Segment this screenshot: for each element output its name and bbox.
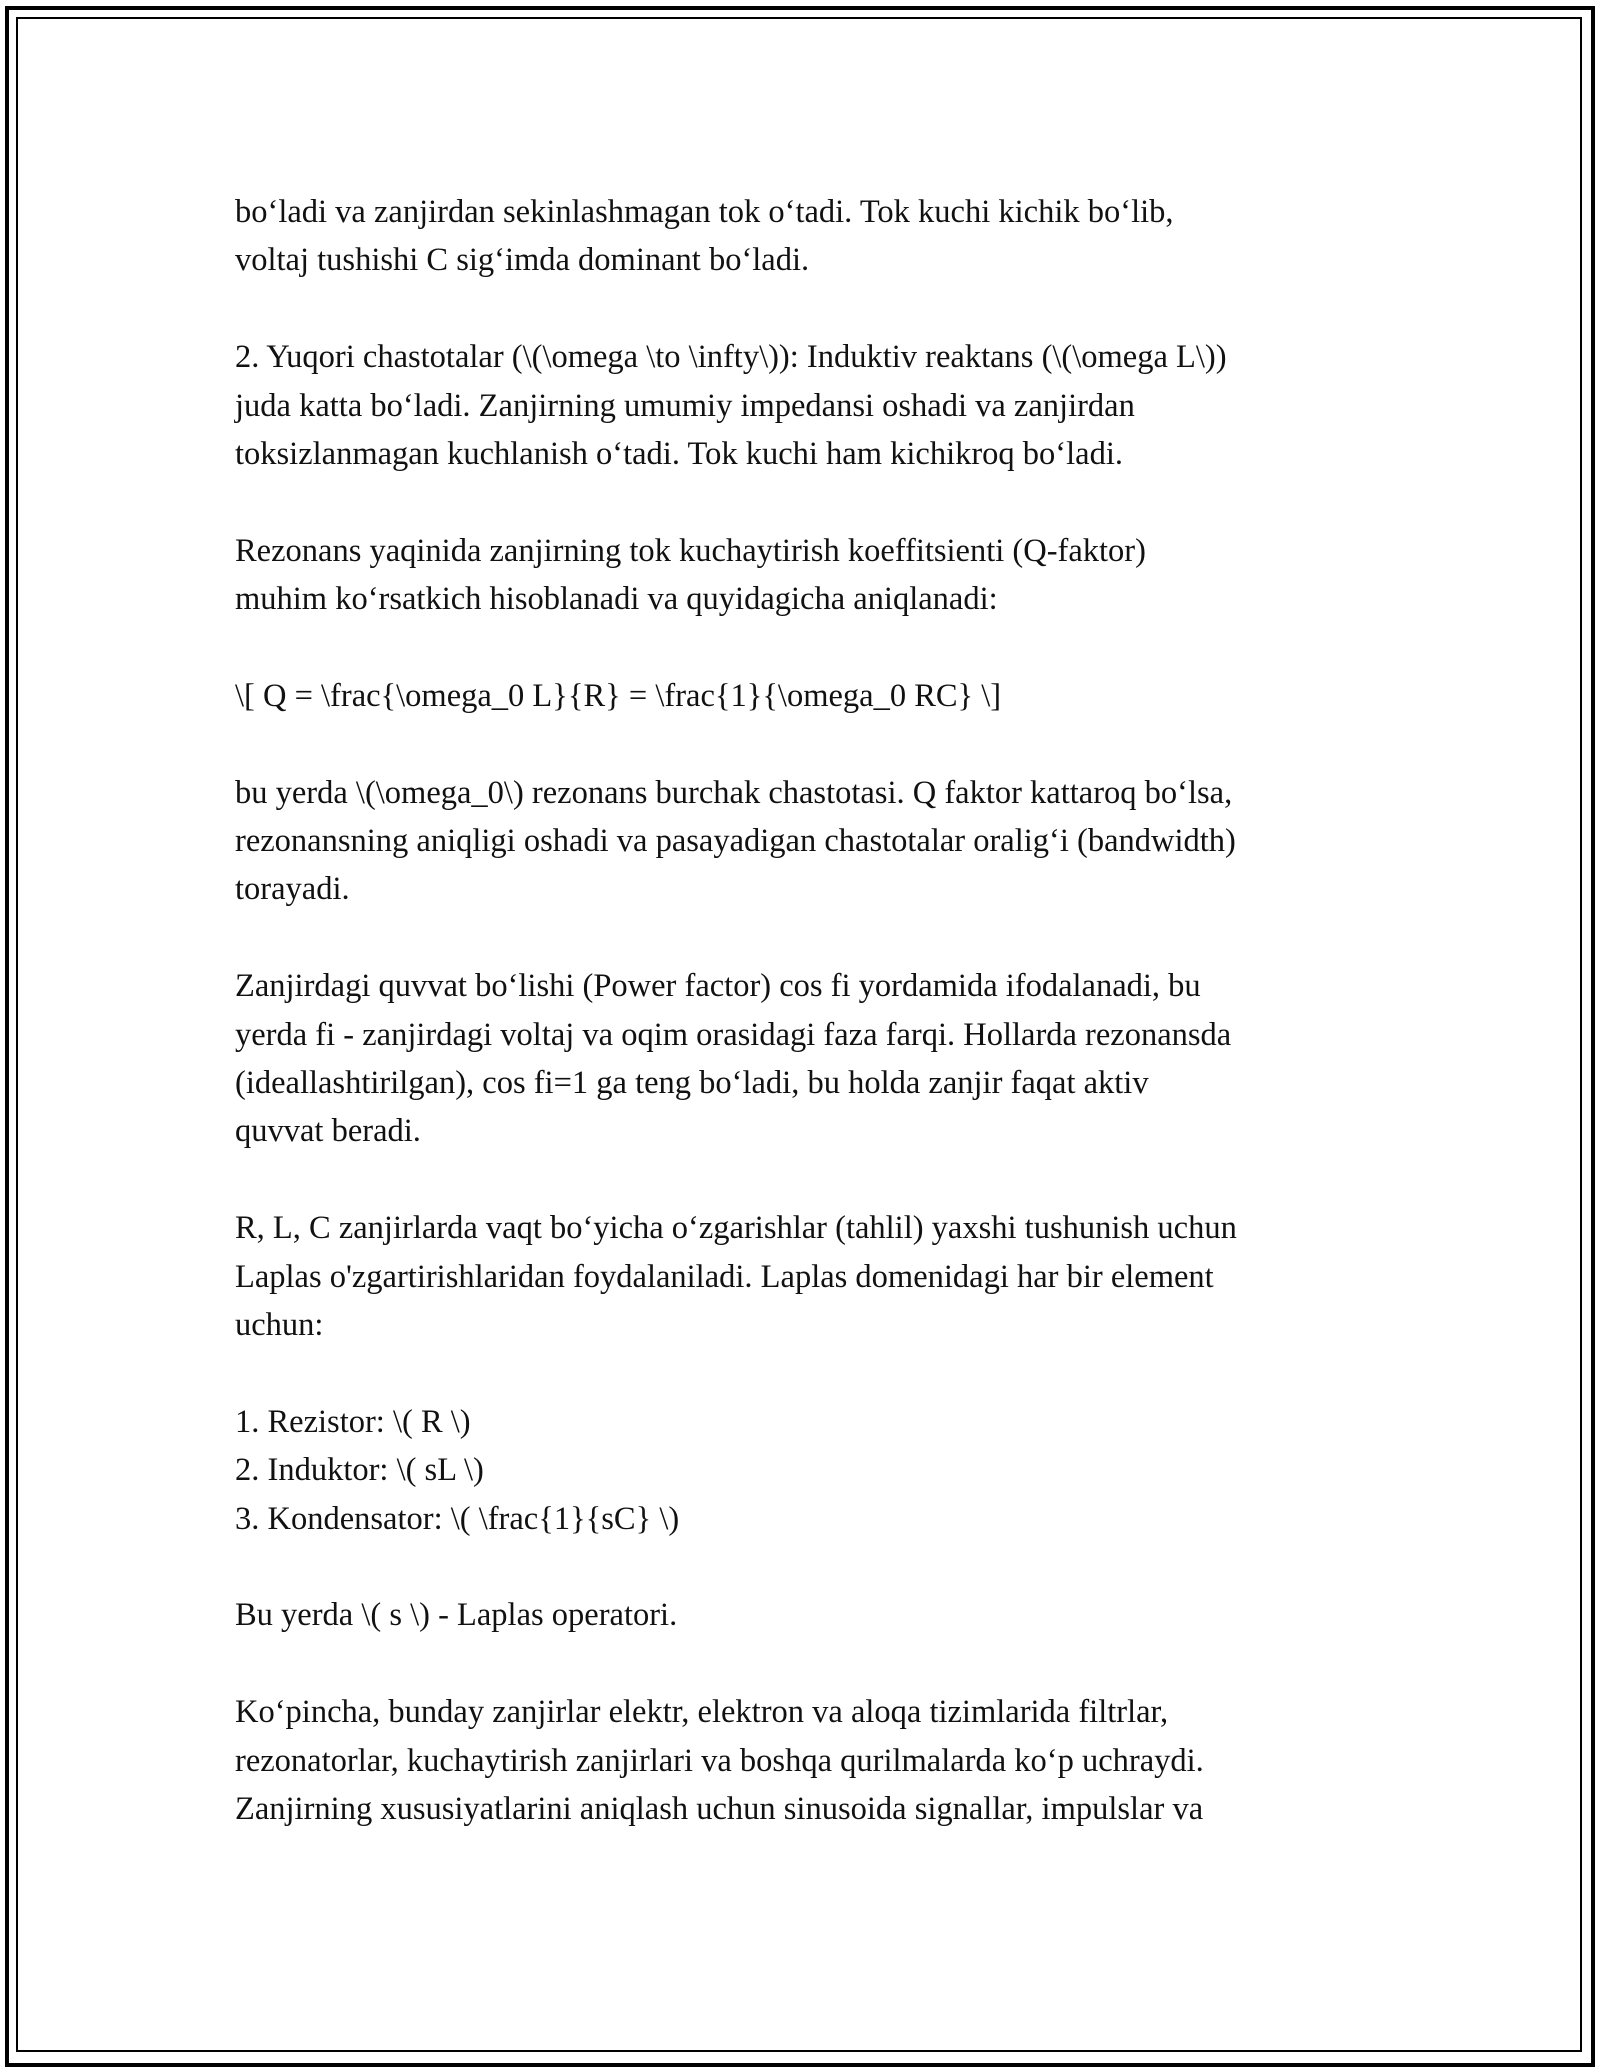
text-line: Laplas o'zgartirishlaridan foydalaniladi. Laplas domenidagi har bir element bbox=[235, 1258, 1214, 1295]
blank-line bbox=[235, 1156, 1375, 1204]
text-line: Rezonans yaqinida zanjirning tok kuchaytirish koeffitsienti (Q-faktor) bbox=[235, 532, 1146, 569]
blank-line bbox=[235, 1349, 1375, 1397]
text-line: R, L, C zanjirlarda vaqt bo‘yicha o‘zgarishlar (tahlil) yaxshi tushunish uchun bbox=[235, 1210, 1237, 1247]
list-item: 1. Rezistor: \( R \) bbox=[235, 1403, 471, 1440]
text-line: muhim ko‘rsatkich hisoblanadi va quyidagicha aniqlanadi: bbox=[235, 581, 998, 618]
text-line: quvvat beradi. bbox=[235, 1113, 421, 1150]
text-line: Bu yerda \( s \) - Laplas operatori. bbox=[235, 1597, 678, 1634]
blank-line bbox=[235, 478, 1375, 526]
blank-line bbox=[235, 624, 1375, 672]
list-item: 3. Kondensator: \( \frac{1}{sC} \) bbox=[235, 1500, 680, 1537]
text-line: yerda fi - zanjirdagi voltaj va oqim orasidagi faza farqi. Hollarda rezonansda bbox=[235, 1016, 1232, 1053]
formula-line: \[ Q = \frac{\omega_0 L}{R} = \frac{1}{\omega_0 RC} \] bbox=[235, 677, 1002, 714]
blank-line bbox=[235, 720, 1375, 768]
blank-line bbox=[235, 285, 1375, 333]
list-item: 2. Induktor: \( sL \) bbox=[235, 1452, 484, 1489]
text-line: rezonansning aniqligi oshadi va pasayadigan chastotalar oralig‘i (bandwidth) bbox=[235, 823, 1236, 860]
blank-line bbox=[235, 914, 1375, 962]
text-line: toksizlanmagan kuchlanish o‘tadi. Tok kuchi ham kichikroq bo‘ladi. bbox=[235, 435, 1123, 472]
text-line: juda katta bo‘ladi. Zanjirning umumiy impedansi oshadi va zanjirdan bbox=[235, 387, 1135, 424]
text-line: voltaj tushishi C sig‘imda dominant bo‘ladi. bbox=[235, 242, 810, 279]
text-line: Zanjirning xususiyatlarini aniqlash uchun sinusoida signallar, impulslar va bbox=[235, 1790, 1204, 1827]
blank-line bbox=[235, 1543, 1375, 1591]
text-line: rezonatorlar, kuchaytirish zanjirlari va boshqa qurilmalarda ko‘p uchraydi. bbox=[235, 1742, 1204, 1779]
text-line: Ko‘pincha, bunday zanjirlar elektr, elektron va aloqa tizimlarida filtrlar, bbox=[235, 1694, 1169, 1731]
text-line: (ideallashtirilgan), cos fi=1 ga teng bo‘ladi, bu holda zanjir faqat aktiv bbox=[235, 1065, 1149, 1102]
text-line: torayadi. bbox=[235, 871, 350, 908]
text-line: bo‘ladi va zanjirdan sekinlashmagan tok o‘tadi. Tok kuchi kichik bo‘lib, bbox=[235, 194, 1174, 230]
document-body bbox=[235, 188, 1375, 1833]
blank-line bbox=[235, 1640, 1375, 1688]
text-line: bu yerda \(\omega_0\) rezonans burchak chastotasi. Q faktor kattaroq bo‘lsa, bbox=[235, 774, 1233, 811]
text-line: 2. Yuqori chastotalar (\(\omega \to \infty\)): Induktiv reaktans (\(\omega L\)) bbox=[235, 339, 1227, 376]
text-line: uchun: bbox=[235, 1306, 324, 1343]
text-line: Zanjirdagi quvvat bo‘lishi (Power factor) cos fi yordamida ifodalanadi, bu bbox=[235, 968, 1201, 1005]
